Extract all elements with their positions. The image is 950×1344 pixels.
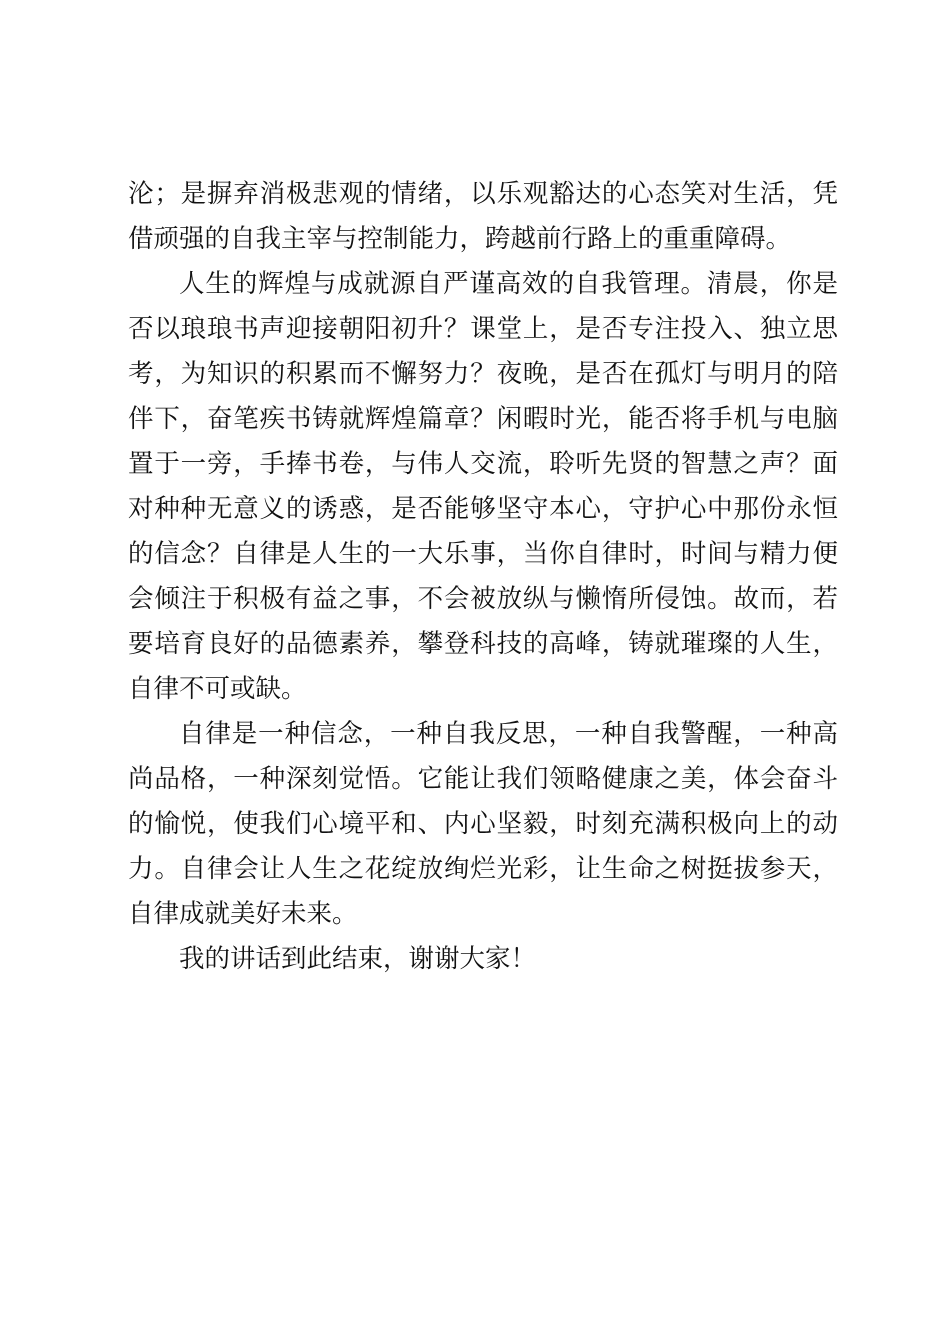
text-line: 借顽强的自我主宰与控制能力，跨越前行路上的重重障碍。 [128,224,792,254]
text-line: 的愉悦，使我们心境平和、内心坚毅，时刻充满积极向上的动 [128,809,838,839]
text-line: 自律是一种信念，一种自我反思，一种自我警醒，一种高 [179,719,838,749]
text-line: 沦；是摒弃消极悲观的情绪，以乐观豁达的心态笑对生活，凭 [128,179,838,209]
paragraph [128,172,838,262]
text-line: 人生的辉煌与成就源自严谨高效的自我管理。清晨，你是 [179,269,838,299]
text-line: 伴下，奋笔疾书铸就辉煌篇章？闲暇时光，能否将手机与电脑 [128,404,838,434]
text-line: 会倾注于积极有益之事，不会被放纵与懒惰所侵蚀。故而，若 [128,584,838,614]
text-line: 自律成就美好未来。 [128,899,358,929]
text-line: 考，为知识的积累而不懈努力？夜晚，是否在孤灯与明月的陪 [128,359,838,389]
paragraph [128,262,838,712]
text-line: 否以琅琅书声迎接朝阳初升？课堂上，是否专注投入、独立思 [128,314,838,344]
text-line: 要培育良好的品德素养，攀登科技的高峰，铸就璀璨的人生， [128,629,838,659]
text-line: 力。自律会让人生之花绽放绚烂光彩，让生命之树挺拔参天， [128,854,838,884]
text-line: 的信念？自律是人生的一大乐事，当你自律时，时间与精力便 [128,539,838,569]
text-line: 我的讲话到此结束，谢谢大家！ [179,944,537,974]
paragraph [128,937,838,982]
paragraph [128,712,838,937]
text-line: 对种种无意义的诱惑，是否能够坚守本心，守护心中那份永恒 [128,494,838,524]
text-line: 自律不可或缺。 [128,674,307,704]
text-line: 尚品格，一种深刻觉悟。它能让我们领略健康之美，体会奋斗 [128,764,838,794]
body-text [128,172,838,982]
text-line: 置于一旁，手捧书卷，与伟人交流，聆听先贤的智慧之声？面 [128,449,838,479]
